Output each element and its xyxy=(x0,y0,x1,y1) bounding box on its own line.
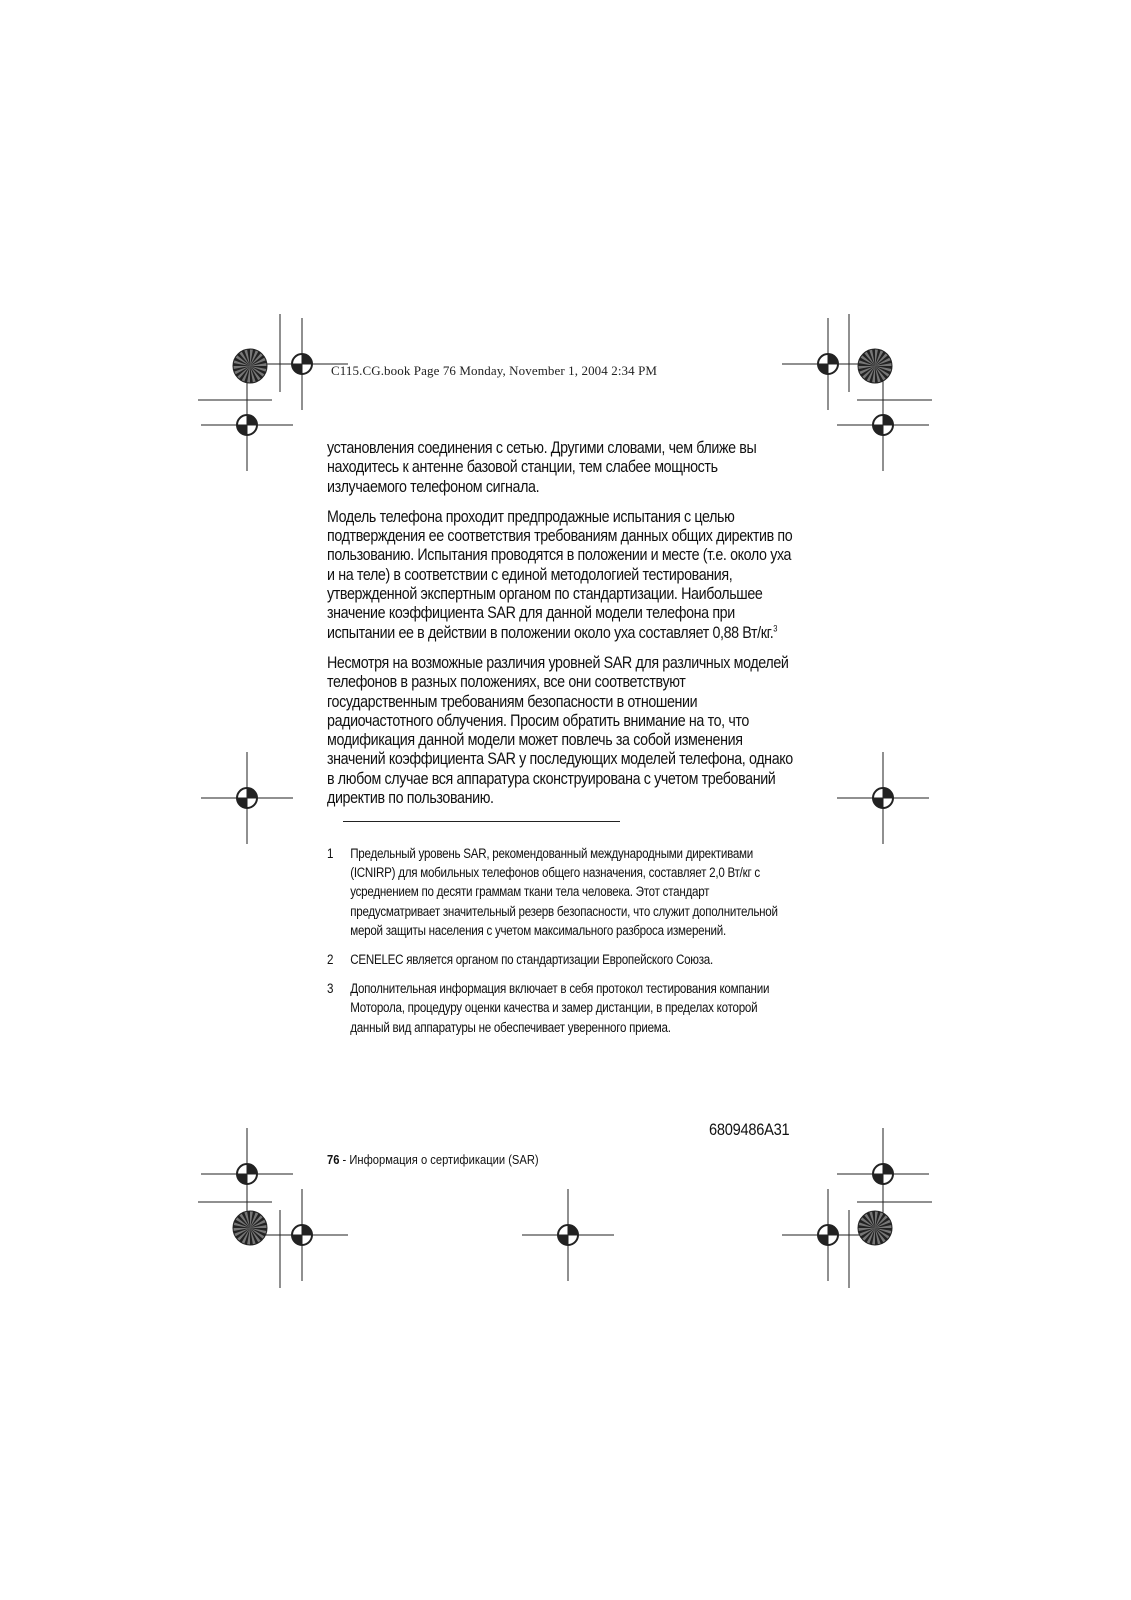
registration-mark-icon xyxy=(256,1189,348,1281)
color-star-target-icon xyxy=(858,1211,892,1245)
registration-mark-icon xyxy=(201,379,293,471)
registration-mark-icon xyxy=(522,1189,614,1281)
body-paragraph-3: Несмотря на возможные различия уровней SAR для различных моделей телефонов в разных положениях, все они соответствуют государственным требованиям безопасности в отношении радиочастотного облучения. Просим обратить внимание на то, что модификация данной модели может повлечь за собой изменения значений коэффициента SAR у последующих моделей телефона, однако в любом случае вся аппаратура сконструирована с учетом требований директив по пользованию. xyxy=(327,652,793,808)
page-footer xyxy=(327,1152,539,1167)
footnotes xyxy=(327,844,778,1047)
footnote-3 xyxy=(327,979,797,1037)
footnote-1 xyxy=(327,844,797,940)
color-star-target-icon xyxy=(233,1211,267,1245)
page-number: 76 xyxy=(327,1152,340,1167)
footer-separator: - xyxy=(339,1152,350,1167)
body-paragraph-2 xyxy=(327,507,795,642)
registration-mark-icon xyxy=(837,752,929,844)
footnote-divider xyxy=(343,821,620,822)
footnote-text: Предельный уровень SAR, рекомендованный международными директивами (ICNIRP) для мобильных телефонов общего назначения, составляет 2,0 Вт/кг с усреднением по десяти граммам ткани тела человека. Этот стандарт предусматривает значительный резерв безопасности, что служит дополнительной мерой защиты населения с учетом максимального разброса измерений. xyxy=(350,846,778,938)
color-star-target-icon xyxy=(858,349,892,383)
document-number: 6809486A31 xyxy=(709,1120,790,1139)
footer-section-title: Информация о сертификации (SAR) xyxy=(349,1152,539,1167)
footnote-2 xyxy=(327,950,797,969)
book-slug-line: C115.CG.book Page 76 Monday, November 1, 2004 2:34 PM xyxy=(331,363,658,378)
body-paragraph-1: установления соединения с сетью. Другими словами, чем ближе вы находитесь к антенне базовой станции, тем слабее мощность излучаемого телефоном сигнала. xyxy=(327,438,757,496)
footnote-text: Дополнительная информация включает в себя протокол тестирования компании Моторола, процедуру оценки качества и замер дистанции, в пределах которой данный вид аппаратуры не обеспечивает уверенного приема. xyxy=(350,981,770,1035)
footnote-ref-3: 3 xyxy=(773,623,778,634)
footnote-number: 2 xyxy=(327,952,334,968)
color-star-target-icon xyxy=(233,349,267,383)
footnote-number: 1 xyxy=(327,846,334,861)
registration-mark-icon xyxy=(837,1128,929,1220)
footnote-text: CENELEC является органом по стандартизации Европейского Союза. xyxy=(350,952,713,968)
main-body-text xyxy=(327,438,793,818)
registration-mark-icon xyxy=(201,1128,293,1220)
footnote-number: 3 xyxy=(327,981,334,997)
body-paragraph-2-text: Модель телефона проходит предпродажные испытания с целью подтверждения ее соответствия требованиям данных общих директив по пользованию. Испытания проводятся в положении и месте (т.е. около уха и на теле) в соответствии с единой методологией тестирования, утвержденной экспертным органом по стандартизации. Наибольшее значение коэффициента SAR для данной модели телефона при испытании ее в действии в положении около уха составляет 0,88 Вт/кг. xyxy=(327,506,793,642)
registration-mark-icon xyxy=(837,379,929,471)
registration-mark-icon xyxy=(201,752,293,844)
